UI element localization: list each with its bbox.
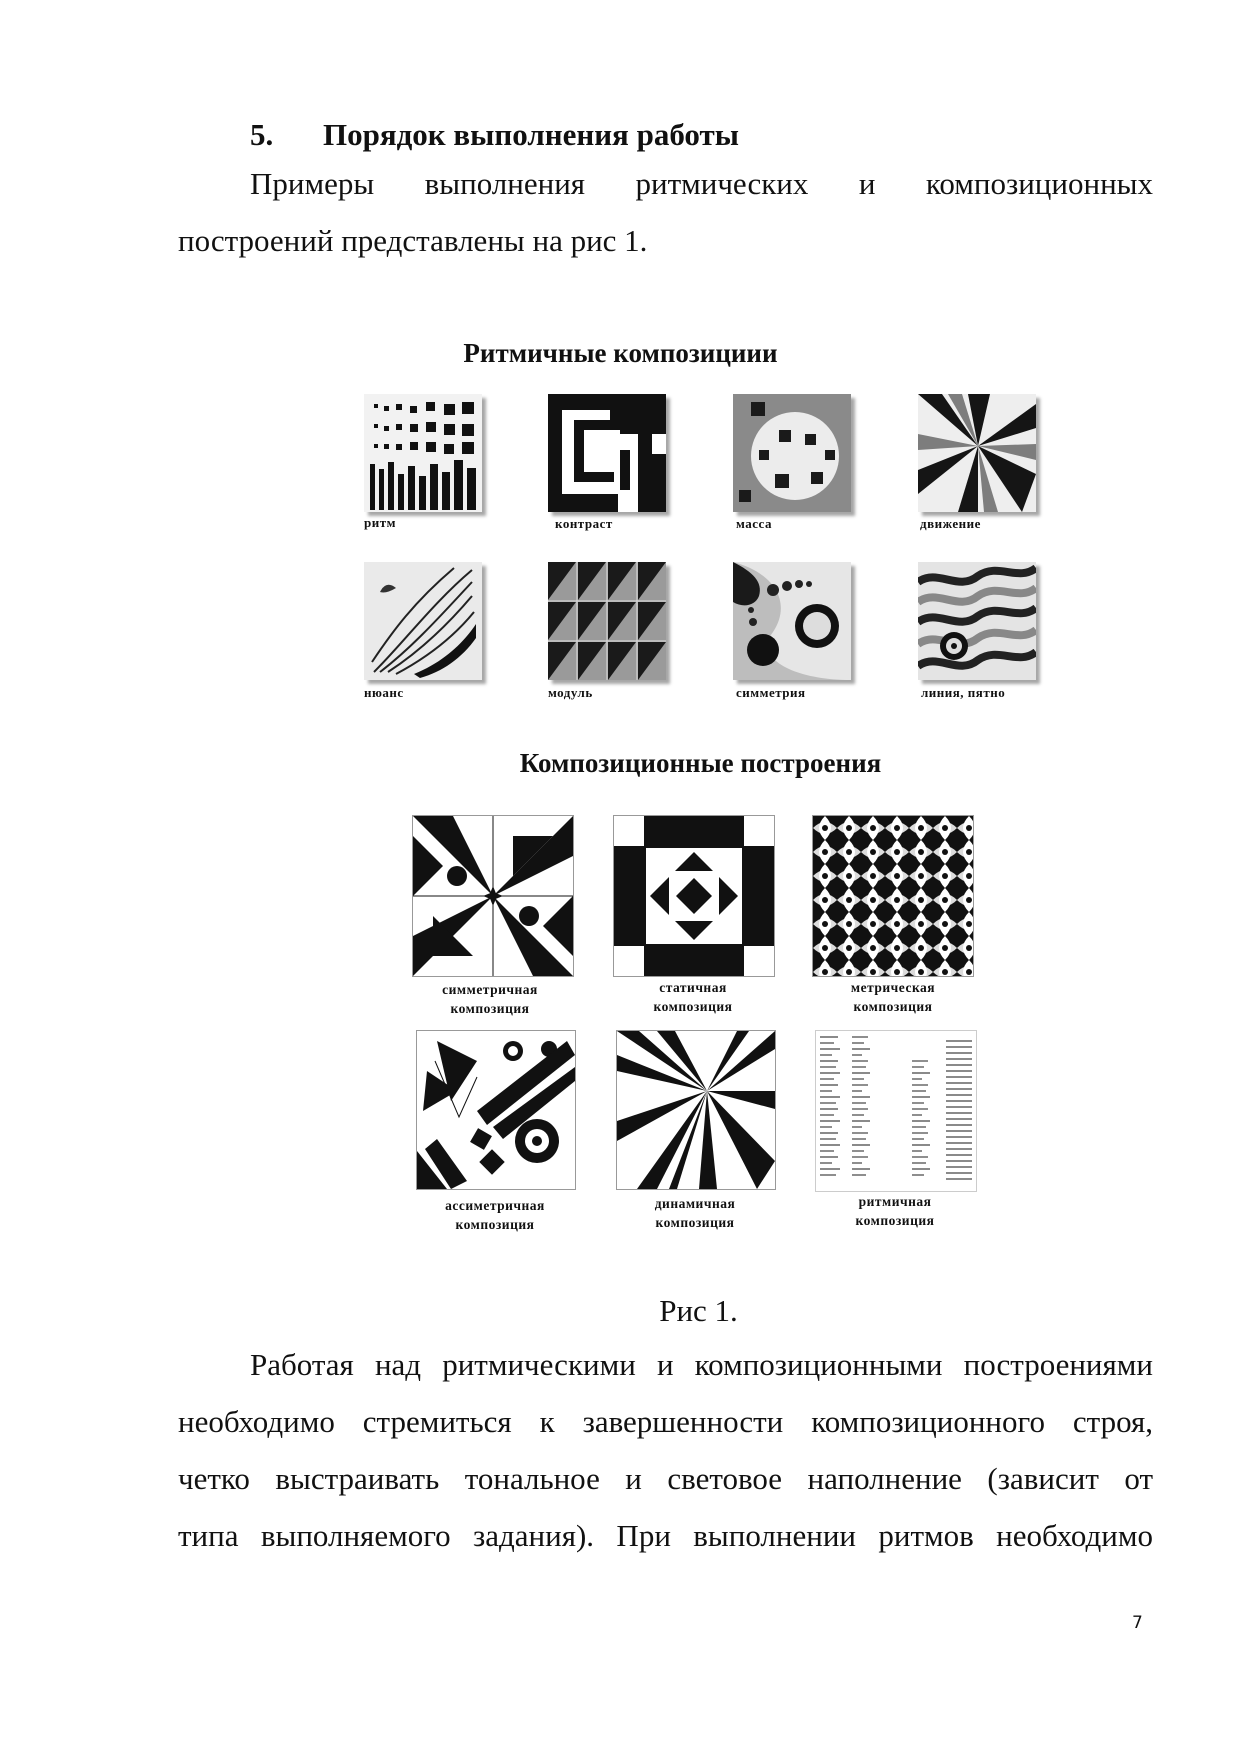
body-line-3: четко выстраивать тональное и световое наполнение (зависит от <box>178 1461 1153 1496</box>
body-line-2: необходимо стремиться к завершенности композиционного строя, <box>178 1404 1153 1439</box>
body-line-1: Работая над ритмическими и композиционными построениями <box>250 1347 1153 1382</box>
tile-symmetry-image <box>733 562 851 680</box>
comp-symmetric-image <box>412 815 574 977</box>
label-rhythmic-comp <box>810 1192 980 1230</box>
tile-mass-image <box>733 394 851 512</box>
label-symmetric-line2: композиция <box>450 1001 530 1016</box>
figure-caption: Рис 1. <box>659 1293 738 1328</box>
label-static-line1: статичная <box>659 980 727 995</box>
tile-rhythm-image <box>364 394 482 512</box>
label-rhythmic-comp-line1: ритмичная <box>858 1194 932 1209</box>
label-asymmetric-line1: ассиметричная <box>445 1198 545 1213</box>
label-movement: движение <box>920 516 981 531</box>
tile-movement-image <box>918 394 1036 512</box>
intro-paragraph <box>178 155 1153 269</box>
label-static <box>608 978 778 1016</box>
body-line-4: типа выполняемого задания). При выполнении ритмов необходимо <box>178 1518 1153 1553</box>
tile-contrast-image <box>548 394 666 512</box>
page-number: 7 <box>1132 1613 1143 1633</box>
intro-line-1: Примеры выполнения ритмических и композиционных <box>250 166 1153 201</box>
section-number: 5. <box>250 117 274 152</box>
label-rhythmic-comp-line2: композиция <box>855 1213 935 1228</box>
label-line-spot: линия, пятно <box>921 685 1006 700</box>
section-heading <box>250 117 739 153</box>
body-paragraph <box>178 1336 1153 1564</box>
label-module: модуль <box>548 685 593 700</box>
label-static-line2: композиция <box>653 999 733 1014</box>
comp-rhythmic-image <box>815 1030 977 1192</box>
label-metric-line1: метрическая <box>850 980 936 995</box>
section-title: Порядок выполнения работы <box>323 117 739 152</box>
tile-module-image <box>548 562 666 680</box>
rhythmic-title: Ритмичные композициии <box>463 338 778 368</box>
label-asymmetric <box>410 1196 580 1234</box>
tile-nuance-image <box>364 562 482 680</box>
intro-line-2: построений представлены на рис 1. <box>178 223 648 258</box>
label-dynamic <box>610 1194 780 1232</box>
label-nuance: нюанс <box>364 685 404 700</box>
comp-static-image <box>613 815 775 977</box>
label-dynamic-line1: динамичная <box>654 1196 736 1211</box>
label-asymmetric-line2: композиция <box>455 1217 535 1232</box>
label-metric <box>808 978 978 1016</box>
comp-asymmetric-image <box>416 1030 576 1190</box>
tile-line-spot-image <box>918 562 1036 680</box>
label-symmetric <box>405 980 575 1018</box>
label-symmetry: симметрия <box>736 685 806 700</box>
comp-dynamic-image <box>616 1030 776 1190</box>
label-mass: масса <box>736 516 772 531</box>
label-contrast: контраст <box>555 516 613 531</box>
label-symmetric-line1: симметричная <box>442 982 538 997</box>
label-rhythm: ритм <box>364 515 396 530</box>
label-dynamic-line2: композиция <box>655 1215 735 1230</box>
label-metric-line2: композиция <box>853 999 933 1014</box>
comp-metric-image <box>812 815 974 977</box>
compositional-title: Композиционные построения <box>519 748 882 778</box>
